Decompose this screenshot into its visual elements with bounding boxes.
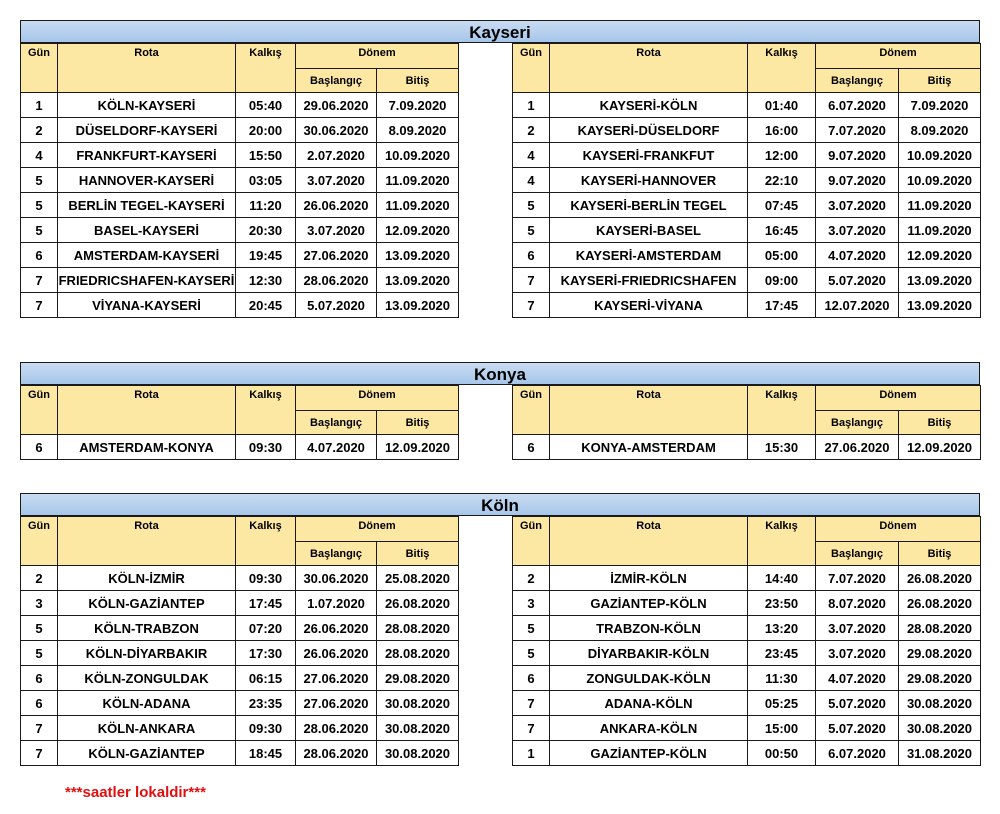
header-baslangic: Başlangıç [296, 542, 377, 566]
cell-bitis: 11.09.2020 [377, 168, 459, 193]
header-rota: Rota [58, 517, 236, 566]
table-row [513, 741, 981, 766]
cell-baslangic: 9.07.2020 [816, 143, 899, 168]
cell-gun: 5 [21, 168, 58, 193]
cell-bitis: 29.08.2020 [899, 666, 981, 691]
cell-bitis: 13.09.2020 [899, 268, 981, 293]
table-row [513, 591, 981, 616]
cell-rota: FRANKFURT-KAYSERİ [58, 143, 236, 168]
cell-baslangic: 28.06.2020 [296, 268, 377, 293]
cell-baslangic: 5.07.2020 [296, 293, 377, 318]
cell-kalkis: 00:50 [748, 741, 816, 766]
cell-baslangic: 8.07.2020 [816, 591, 899, 616]
cell-gun: 7 [21, 293, 58, 318]
cell-gun: 2 [21, 566, 58, 591]
header-kalkis: Kalkış [748, 517, 816, 566]
table-row [513, 666, 981, 691]
table-row [21, 716, 459, 741]
cell-bitis: 26.08.2020 [899, 591, 981, 616]
cell-rota: İZMİR-KÖLN [550, 566, 748, 591]
header-kalkis: Kalkış [236, 44, 296, 93]
cell-gun: 5 [513, 616, 550, 641]
header-donem: Dönem [296, 44, 459, 69]
cell-gun: 5 [513, 218, 550, 243]
table-row [21, 691, 459, 716]
cell-kalkis: 23:35 [236, 691, 296, 716]
cell-baslangic: 9.07.2020 [816, 168, 899, 193]
cell-kalkis: 12:00 [748, 143, 816, 168]
cell-bitis: 10.09.2020 [377, 143, 459, 168]
section-title: Konya [20, 362, 980, 385]
cell-kalkis: 05:25 [748, 691, 816, 716]
header-donem: Dönem [816, 386, 981, 411]
cell-bitis: 7.09.2020 [377, 93, 459, 118]
header-donem: Dönem [816, 44, 981, 69]
cell-rota: KÖLN-TRABZON [58, 616, 236, 641]
cell-gun: 7 [513, 293, 550, 318]
cell-kalkis: 15:00 [748, 716, 816, 741]
cell-gun: 4 [21, 143, 58, 168]
cell-kalkis: 18:45 [236, 741, 296, 766]
cell-rota: AMSTERDAM-KAYSERİ [58, 243, 236, 268]
schedule-table-return [512, 43, 981, 318]
cell-gun: 6 [21, 435, 58, 460]
cell-kalkis: 15:50 [236, 143, 296, 168]
cell-rota: KÖLN-ANKARA [58, 716, 236, 741]
cell-bitis: 12.09.2020 [899, 243, 981, 268]
cell-bitis: 25.08.2020 [377, 566, 459, 591]
cell-baslangic: 27.06.2020 [296, 666, 377, 691]
cell-baslangic: 6.07.2020 [816, 741, 899, 766]
cell-bitis: 30.08.2020 [377, 716, 459, 741]
cell-baslangic: 3.07.2020 [816, 616, 899, 641]
cell-bitis: 11.09.2020 [899, 218, 981, 243]
cell-rota: KAYSERİ-BASEL [550, 218, 748, 243]
cell-baslangic: 12.07.2020 [816, 293, 899, 318]
header-row [21, 44, 459, 69]
header-bitis: Bitiş [377, 542, 459, 566]
cell-bitis: 8.09.2020 [377, 118, 459, 143]
table-row [513, 168, 981, 193]
header-baslangic: Başlangıç [816, 411, 899, 435]
section-title: Kayseri [20, 20, 980, 43]
cell-kalkis: 09:30 [236, 716, 296, 741]
cell-rota: VİYANA-KAYSERİ [58, 293, 236, 318]
cell-rota: KAYSERİ-DÜSELDORF [550, 118, 748, 143]
cell-kalkis: 11:20 [236, 193, 296, 218]
section-kayseri [20, 20, 980, 335]
cell-kalkis: 23:45 [748, 641, 816, 666]
cell-gun: 7 [21, 741, 58, 766]
cell-rota: KAYSERİ-AMSTERDAM [550, 243, 748, 268]
cell-kalkis: 12:30 [236, 268, 296, 293]
cell-bitis: 30.08.2020 [377, 691, 459, 716]
cell-gun: 6 [21, 691, 58, 716]
header-row [513, 386, 981, 411]
table-row [21, 741, 459, 766]
cell-gun: 2 [513, 566, 550, 591]
cell-bitis: 29.08.2020 [899, 641, 981, 666]
cell-baslangic: 28.06.2020 [296, 741, 377, 766]
cell-kalkis: 23:50 [748, 591, 816, 616]
header-kalkis: Kalkış [236, 517, 296, 566]
section-koln [20, 493, 980, 783]
cell-bitis: 8.09.2020 [899, 118, 981, 143]
cell-bitis: 10.09.2020 [899, 143, 981, 168]
cell-baslangic: 7.07.2020 [816, 566, 899, 591]
cell-rota: KAYSERİ-KÖLN [550, 93, 748, 118]
cell-gun: 3 [513, 591, 550, 616]
cell-baslangic: 4.07.2020 [296, 435, 377, 460]
cell-gun: 6 [513, 243, 550, 268]
cell-bitis: 12.09.2020 [377, 435, 459, 460]
cell-baslangic: 5.07.2020 [816, 691, 899, 716]
cell-baslangic: 26.06.2020 [296, 616, 377, 641]
header-gun: Gün [21, 517, 58, 566]
cell-bitis: 11.09.2020 [377, 193, 459, 218]
cell-kalkis: 20:00 [236, 118, 296, 143]
cell-gun: 5 [513, 193, 550, 218]
cell-baslangic: 1.07.2020 [296, 591, 377, 616]
cell-gun: 1 [513, 741, 550, 766]
cell-rota: KÖLN-DİYARBAKIR [58, 641, 236, 666]
cell-kalkis: 17:45 [748, 293, 816, 318]
cell-baslangic: 27.06.2020 [296, 691, 377, 716]
cell-gun: 1 [513, 93, 550, 118]
cell-kalkis: 17:30 [236, 641, 296, 666]
cell-bitis: 10.09.2020 [899, 168, 981, 193]
cell-bitis: 13.09.2020 [377, 293, 459, 318]
table-row [513, 93, 981, 118]
cell-rota: TRABZON-KÖLN [550, 616, 748, 641]
cell-baslangic: 27.06.2020 [816, 435, 899, 460]
header-rota: Rota [550, 44, 748, 93]
cell-kalkis: 13:20 [748, 616, 816, 641]
schedule-table-return [512, 385, 981, 460]
cell-kalkis: 17:45 [236, 591, 296, 616]
table-row [21, 591, 459, 616]
table-row [21, 435, 459, 460]
cell-kalkis: 05:40 [236, 93, 296, 118]
cell-baslangic: 3.07.2020 [296, 218, 377, 243]
header-kalkis: Kalkış [748, 386, 816, 435]
table-row [513, 193, 981, 218]
cell-baslangic: 3.07.2020 [816, 218, 899, 243]
cell-baslangic: 4.07.2020 [816, 666, 899, 691]
table-row [513, 293, 981, 318]
cell-kalkis: 16:00 [748, 118, 816, 143]
cell-bitis: 13.09.2020 [899, 293, 981, 318]
section-konya [20, 362, 980, 467]
table-row [21, 293, 459, 318]
cell-rota: ZONGULDAK-KÖLN [550, 666, 748, 691]
cell-bitis: 26.08.2020 [377, 591, 459, 616]
cell-kalkis: 16:45 [748, 218, 816, 243]
cell-gun: 2 [513, 118, 550, 143]
table-row [513, 716, 981, 741]
cell-kalkis: 07:45 [748, 193, 816, 218]
table-row [21, 616, 459, 641]
cell-baslangic: 4.07.2020 [816, 243, 899, 268]
cell-rota: KAYSERİ-BERLİN TEGEL [550, 193, 748, 218]
cell-kalkis: 05:00 [748, 243, 816, 268]
cell-kalkis: 09:00 [748, 268, 816, 293]
cell-baslangic: 29.06.2020 [296, 93, 377, 118]
cell-baslangic: 5.07.2020 [816, 716, 899, 741]
cell-gun: 7 [513, 716, 550, 741]
cell-bitis: 26.08.2020 [899, 566, 981, 591]
header-baslangic: Başlangıç [296, 411, 377, 435]
cell-kalkis: 15:30 [748, 435, 816, 460]
table-row [513, 268, 981, 293]
cell-gun: 6 [21, 243, 58, 268]
cell-gun: 6 [21, 666, 58, 691]
schedule-table-outbound [20, 43, 459, 318]
cell-bitis: 13.09.2020 [377, 243, 459, 268]
header-rota: Rota [550, 517, 748, 566]
header-bitis: Bitiş [899, 69, 981, 93]
cell-rota: KÖLN-ZONGULDAK [58, 666, 236, 691]
cell-gun: 5 [21, 218, 58, 243]
table-row [21, 193, 459, 218]
cell-rota: GAZİANTEP-KÖLN [550, 741, 748, 766]
table-row [513, 243, 981, 268]
cell-baslangic: 27.06.2020 [296, 243, 377, 268]
table-row [513, 218, 981, 243]
header-row [513, 44, 981, 69]
cell-kalkis: 20:45 [236, 293, 296, 318]
cell-baslangic: 26.06.2020 [296, 193, 377, 218]
table-row [513, 143, 981, 168]
header-row [21, 517, 459, 542]
cell-kalkis: 19:45 [236, 243, 296, 268]
cell-rota: ADANA-KÖLN [550, 691, 748, 716]
cell-kalkis: 14:40 [748, 566, 816, 591]
cell-kalkis: 11:30 [748, 666, 816, 691]
cell-rota: KÖLN-KAYSERİ [58, 93, 236, 118]
cell-baslangic: 7.07.2020 [816, 118, 899, 143]
local-time-note: ***saatler lokaldir*** [65, 784, 206, 801]
table-row [21, 143, 459, 168]
cell-rota: FRIEDRICSHAFEN-KAYSERİ [58, 268, 236, 293]
header-rota: Rota [58, 386, 236, 435]
cell-baslangic: 6.07.2020 [816, 93, 899, 118]
header-baslangic: Başlangıç [296, 69, 377, 93]
schedule-table-return [512, 516, 981, 766]
cell-bitis: 12.09.2020 [899, 435, 981, 460]
table-row [21, 641, 459, 666]
header-gun: Gün [21, 386, 58, 435]
cell-gun: 5 [513, 641, 550, 666]
cell-baslangic: 3.07.2020 [816, 641, 899, 666]
cell-gun: 6 [513, 666, 550, 691]
table-row [513, 566, 981, 591]
cell-baslangic: 30.06.2020 [296, 566, 377, 591]
header-baslangic: Başlangıç [816, 69, 899, 93]
cell-rota: HANNOVER-KAYSERİ [58, 168, 236, 193]
header-row [21, 386, 459, 411]
table-row [513, 641, 981, 666]
cell-kalkis: 20:30 [236, 218, 296, 243]
header-rota: Rota [58, 44, 236, 93]
cell-rota: KÖLN-ADANA [58, 691, 236, 716]
cell-bitis: 30.08.2020 [899, 691, 981, 716]
cell-kalkis: 09:30 [236, 435, 296, 460]
cell-rota: DÜSELDORF-KAYSERİ [58, 118, 236, 143]
cell-rota: KAYSERİ-FRANKFUT [550, 143, 748, 168]
cell-bitis: 30.08.2020 [377, 741, 459, 766]
cell-gun: 5 [21, 641, 58, 666]
header-kalkis: Kalkış [748, 44, 816, 93]
header-kalkis: Kalkış [236, 386, 296, 435]
table-row [21, 93, 459, 118]
cell-bitis: 28.08.2020 [899, 616, 981, 641]
header-bitis: Bitiş [899, 542, 981, 566]
table-row [513, 435, 981, 460]
cell-bitis: 13.09.2020 [377, 268, 459, 293]
section-title: Köln [20, 493, 980, 516]
cell-gun: 5 [21, 616, 58, 641]
cell-rota: KÖLN-GAZİANTEP [58, 741, 236, 766]
cell-bitis: 29.08.2020 [377, 666, 459, 691]
header-gun: Gün [513, 386, 550, 435]
schedule-table-outbound [20, 385, 459, 460]
cell-bitis: 30.08.2020 [899, 716, 981, 741]
cell-rota: KÖLN-GAZİANTEP [58, 591, 236, 616]
table-row [513, 118, 981, 143]
table-row [21, 218, 459, 243]
cell-bitis: 28.08.2020 [377, 641, 459, 666]
cell-bitis: 12.09.2020 [377, 218, 459, 243]
table-row [21, 268, 459, 293]
cell-bitis: 7.09.2020 [899, 93, 981, 118]
table-row [513, 691, 981, 716]
cell-bitis: 11.09.2020 [899, 193, 981, 218]
cell-rota: KAYSERİ-VİYANA [550, 293, 748, 318]
header-bitis: Bitiş [377, 411, 459, 435]
cell-gun: 7 [21, 716, 58, 741]
table-row [21, 666, 459, 691]
cell-rota: KONYA-AMSTERDAM [550, 435, 748, 460]
cell-bitis: 31.08.2020 [899, 741, 981, 766]
cell-gun: 4 [513, 143, 550, 168]
cell-baslangic: 3.07.2020 [296, 168, 377, 193]
cell-gun: 2 [21, 118, 58, 143]
table-row [21, 168, 459, 193]
cell-rota: GAZİANTEP-KÖLN [550, 591, 748, 616]
cell-kalkis: 06:15 [236, 666, 296, 691]
cell-gun: 5 [21, 193, 58, 218]
cell-kalkis: 22:10 [748, 168, 816, 193]
cell-rota: BASEL-KAYSERİ [58, 218, 236, 243]
schedule-table-outbound [20, 516, 459, 766]
cell-baslangic: 28.06.2020 [296, 716, 377, 741]
cell-gun: 3 [21, 591, 58, 616]
cell-rota: KÖLN-İZMİR [58, 566, 236, 591]
table-row [21, 118, 459, 143]
cell-gun: 7 [513, 691, 550, 716]
cell-rota: ANKARA-KÖLN [550, 716, 748, 741]
header-gun: Gün [513, 44, 550, 93]
cell-kalkis: 03:05 [236, 168, 296, 193]
cell-baslangic: 30.06.2020 [296, 118, 377, 143]
cell-rota: DİYARBAKIR-KÖLN [550, 641, 748, 666]
table-row [21, 566, 459, 591]
header-baslangic: Başlangıç [816, 542, 899, 566]
cell-kalkis: 01:40 [748, 93, 816, 118]
header-bitis: Bitiş [377, 69, 459, 93]
cell-kalkis: 07:20 [236, 616, 296, 641]
cell-gun: 7 [21, 268, 58, 293]
header-donem: Dönem [296, 386, 459, 411]
header-rota: Rota [550, 386, 748, 435]
cell-bitis: 28.08.2020 [377, 616, 459, 641]
header-row [513, 517, 981, 542]
cell-rota: BERLİN TEGEL-KAYSERİ [58, 193, 236, 218]
table-row [513, 616, 981, 641]
header-gun: Gün [513, 517, 550, 566]
cell-gun: 4 [513, 168, 550, 193]
header-gun: Gün [21, 44, 58, 93]
cell-rota: AMSTERDAM-KONYA [58, 435, 236, 460]
header-donem: Dönem [296, 517, 459, 542]
cell-baslangic: 3.07.2020 [816, 193, 899, 218]
cell-baslangic: 2.07.2020 [296, 143, 377, 168]
cell-baslangic: 5.07.2020 [816, 268, 899, 293]
cell-rota: KAYSERİ-FRIEDRICSHAFEN [550, 268, 748, 293]
cell-baslangic: 26.06.2020 [296, 641, 377, 666]
table-row [21, 243, 459, 268]
cell-gun: 6 [513, 435, 550, 460]
cell-gun: 1 [21, 93, 58, 118]
cell-gun: 7 [513, 268, 550, 293]
cell-rota: KAYSERİ-HANNOVER [550, 168, 748, 193]
cell-kalkis: 09:30 [236, 566, 296, 591]
header-bitis: Bitiş [899, 411, 981, 435]
header-donem: Dönem [816, 517, 981, 542]
